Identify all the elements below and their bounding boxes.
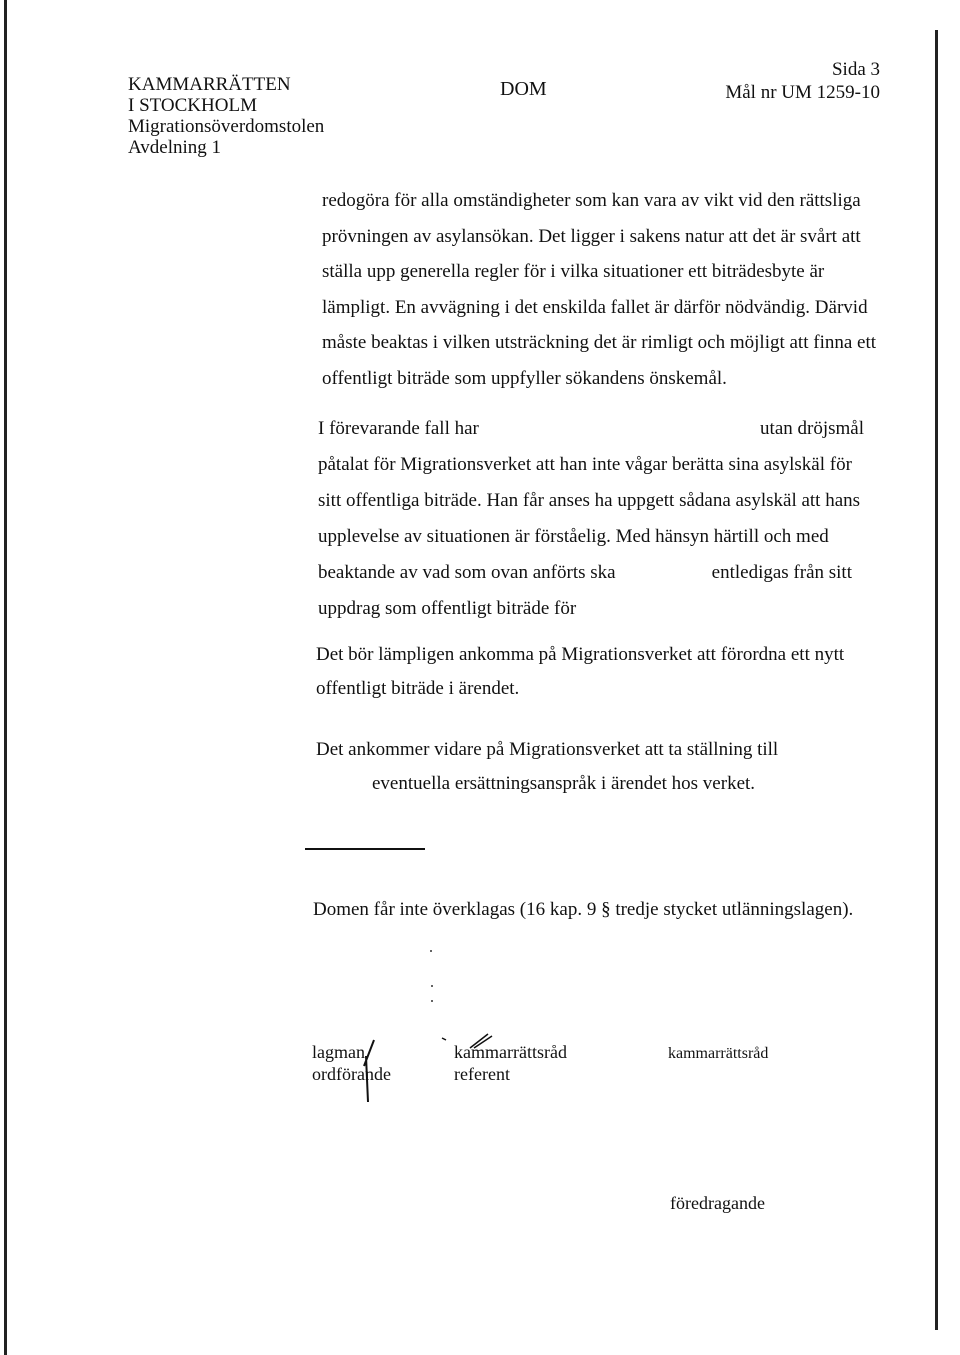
paragraph-1-line: lämpligt. En avvägning i det enskilda fallet är därför nödvändig. Därvid xyxy=(322,296,868,318)
signature-block-3 xyxy=(668,1043,768,1065)
paragraph-4 xyxy=(316,733,778,801)
handwritten-signature-mark xyxy=(352,1036,382,1106)
court-name-line1: KAMMARRÄTTEN xyxy=(128,74,291,95)
page-number: Sida 3 xyxy=(831,59,880,80)
paragraph-2-line1-right: utan dröjsmål xyxy=(760,418,864,439)
page-info xyxy=(725,58,880,104)
paragraph-1-line: måste beaktas i vilken utsträckning det är rimligt och möjligt att finna ett xyxy=(322,332,877,353)
scan-speck xyxy=(431,985,433,987)
paragraph-2-line: sitt offentliga biträde. Han får anses ha uppgett sådana asylskäl att hans xyxy=(318,490,861,511)
paragraph-2-line5-right: entledigas från sitt xyxy=(711,562,852,583)
court-name-line2: I STOCKHOLM xyxy=(128,95,257,116)
case-number: Mål nr UM 1259-10 xyxy=(725,82,880,103)
signatory-title: lagman xyxy=(312,1042,365,1062)
paragraph-3-line: Det bör lämpligen ankomma på Migrationsverket att förordna ett nytt xyxy=(316,644,845,665)
paragraph-1-line: redogöra för alla omständigheter som kan vara av vikt vid den rättsliga xyxy=(322,190,861,211)
signatory-role: ordförande xyxy=(312,1064,391,1084)
scan-speck xyxy=(431,1000,433,1002)
paragraph-1-line: offentligt biträde som uppfyller sökandens önskemål. xyxy=(322,367,727,389)
document-type: DOM xyxy=(500,78,547,100)
court-block xyxy=(128,74,324,158)
paragraph-4-line: Det ankommer vidare på Migrationsverket att ta ställning till xyxy=(316,739,779,760)
paragraph-1-line: prövningen av asylansökan. Det ligger i sakens natur att det är svårt att xyxy=(322,225,861,247)
paragraph-2-line: upplevelse av situationen är förståelig. Med hänsyn härtill och med xyxy=(318,526,829,547)
paragraph-2-line xyxy=(318,555,878,591)
paragraph-2 xyxy=(318,411,878,627)
signatory-title: kammarrättsråd xyxy=(668,1045,769,1062)
paragraph-2-line: uppdrag som offentligt biträde för xyxy=(318,598,577,619)
handwritten-signature-mark xyxy=(440,1032,500,1052)
scan-edge-right xyxy=(935,30,938,1330)
court-division: Avdelning 1 xyxy=(128,137,222,158)
paragraph-3-line: offentligt biträde i ärendet. xyxy=(316,678,520,699)
paragraph-1 xyxy=(322,183,882,396)
paragraph-2-line xyxy=(318,411,878,447)
paragraph-2-line1-left: I förevarande fall har xyxy=(318,418,479,439)
paragraph-2-line: påtalat för Migrationsverket att han inte vågar berätta sina asylskäl för xyxy=(318,454,852,475)
court-name-line3: Migrationsöverdomstolen xyxy=(128,116,325,137)
appeal-notice: Domen får inte överklagas (16 kap. 9 § tredje stycket utlänningslagen). xyxy=(313,899,854,920)
scan-edge-left xyxy=(4,0,7,1355)
section-divider xyxy=(305,848,425,850)
paragraph-3 xyxy=(316,638,844,706)
paragraph-2-line5-left: beaktande av vad som ovan anförts ska xyxy=(318,562,616,583)
paragraph-1-line: ställa upp generella regler för i vilka situationer ett biträdesbyte är xyxy=(322,261,825,282)
signatory-role: referent xyxy=(454,1064,510,1084)
scan-speck xyxy=(430,950,432,952)
signatory-title: kammarrättsråd xyxy=(454,1042,567,1062)
paragraph-4-line: eventuella ersättningsanspråk i ärendet hos verket. xyxy=(372,773,756,794)
rapporteur-label: föredragande xyxy=(670,1193,765,1213)
